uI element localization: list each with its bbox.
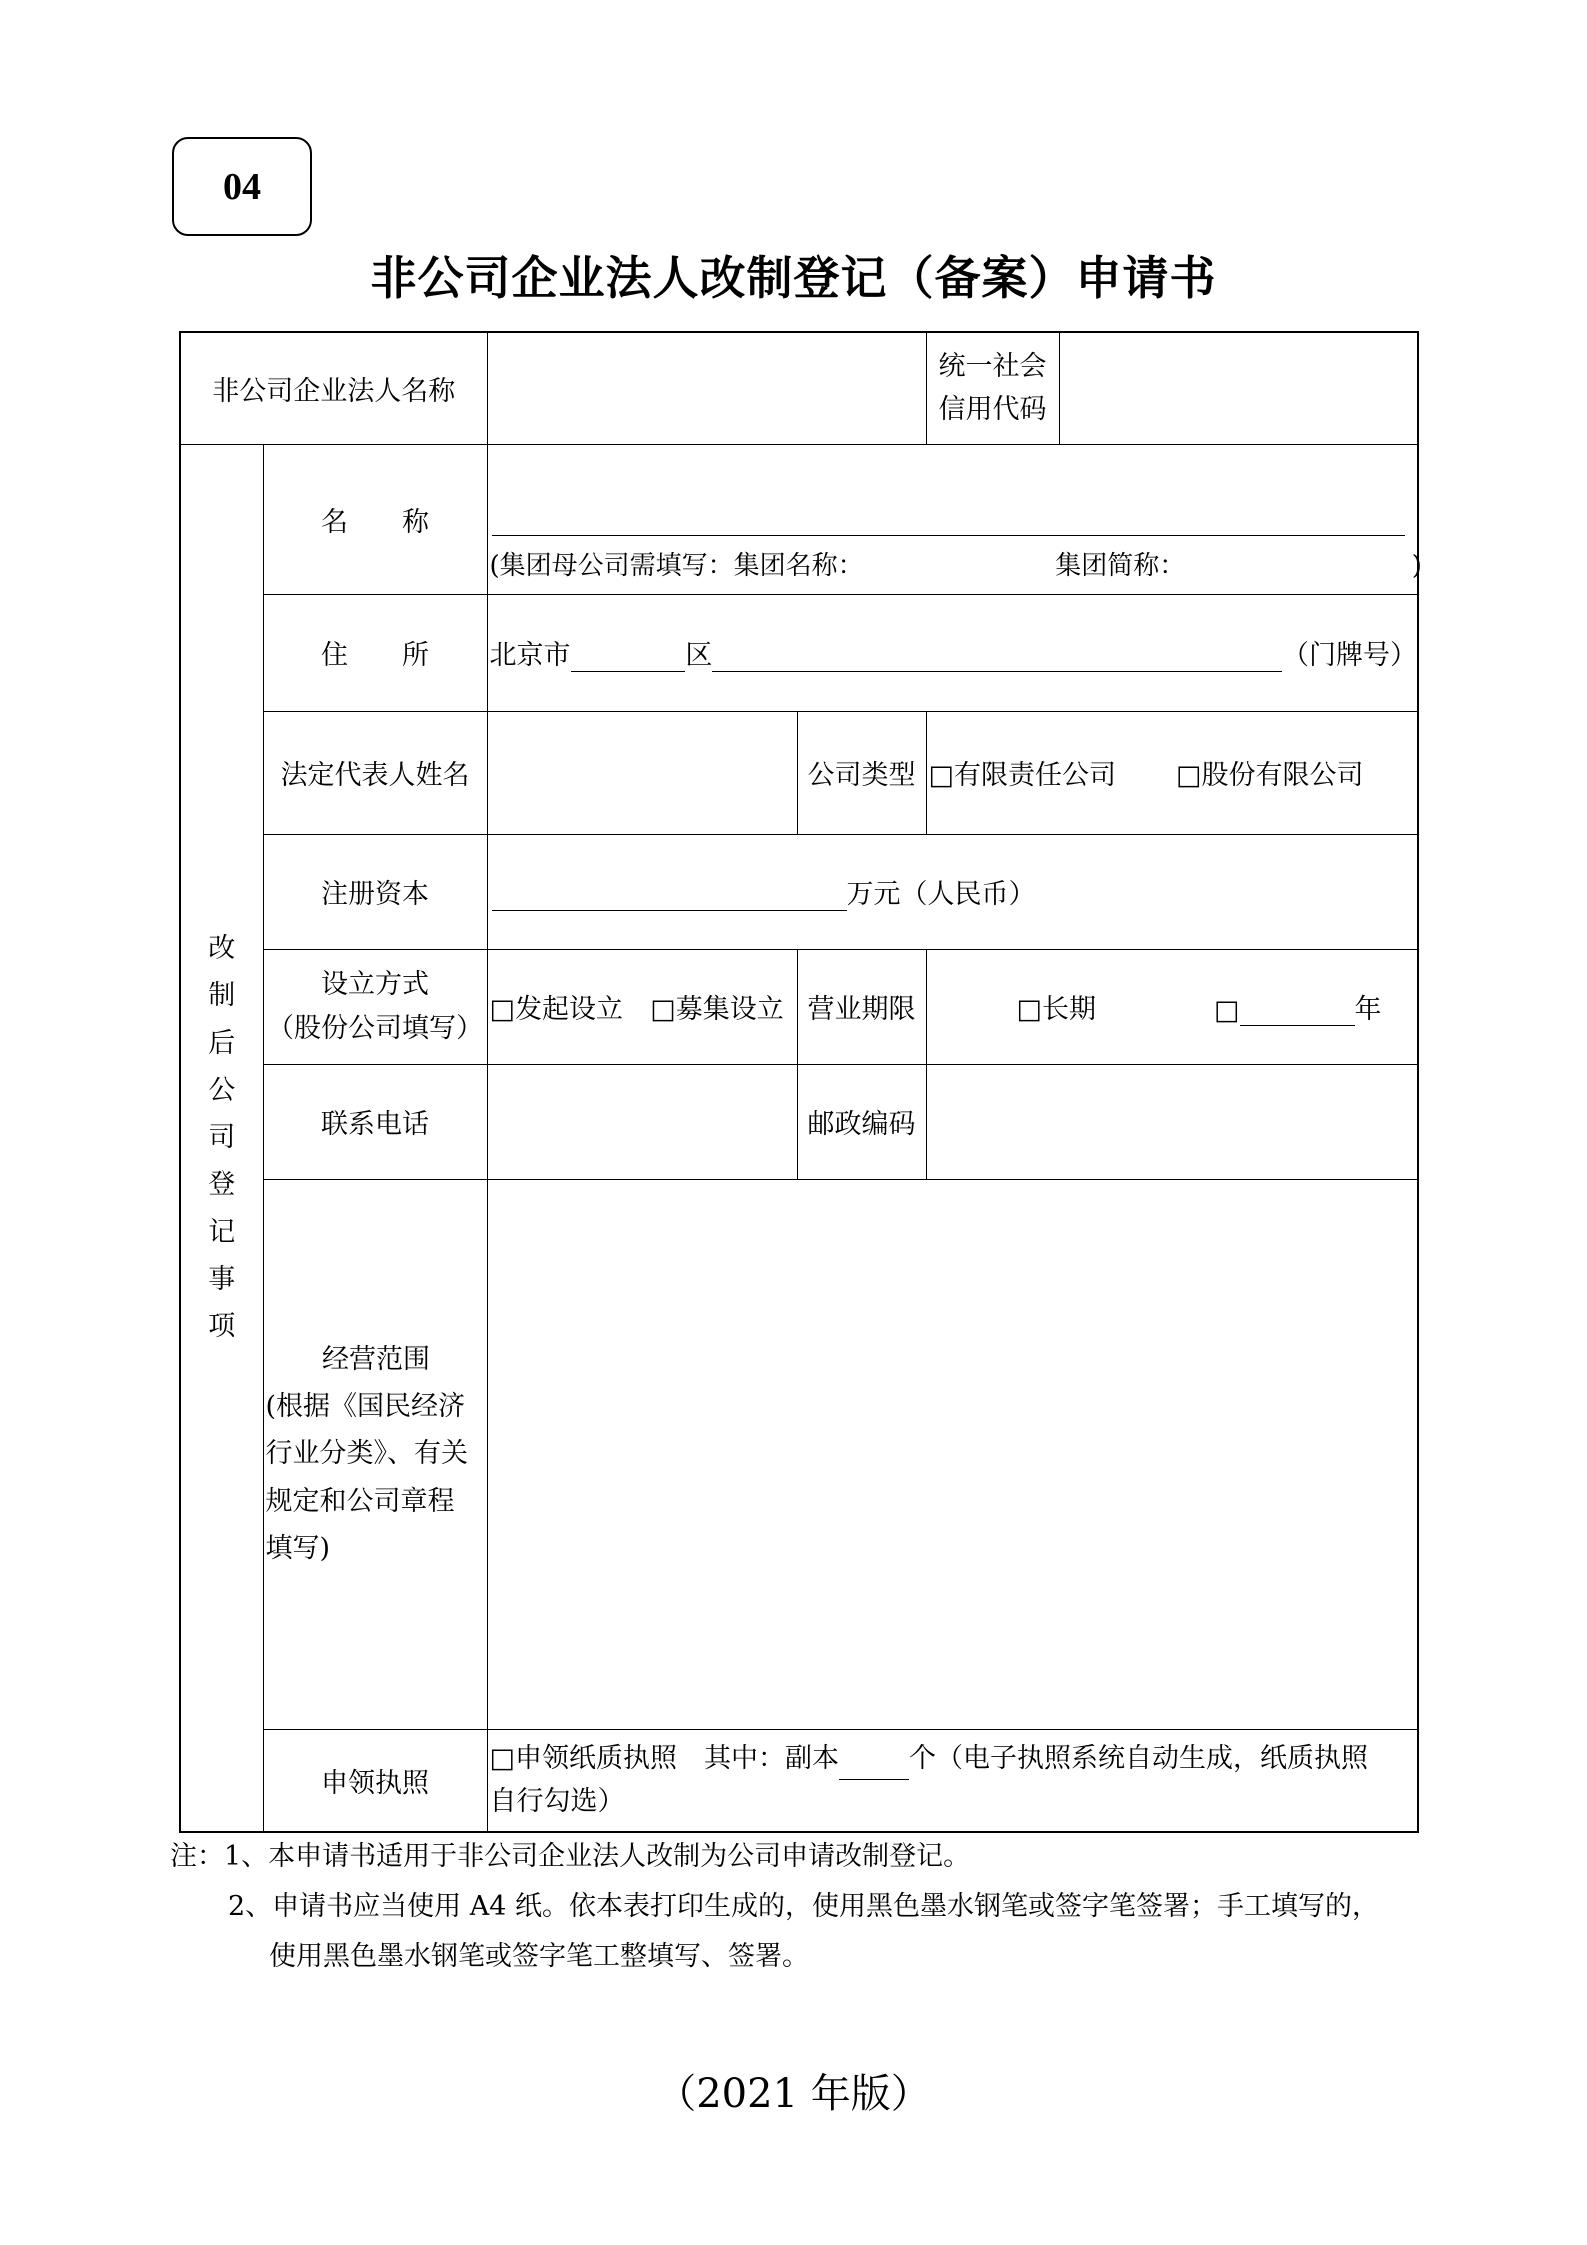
section-label <box>181 925 263 1350</box>
business-term-label: 营业期限 <box>797 949 926 1064</box>
note-2-line2: 使用黑色墨水钢笔或签字笔工整填写、签署。 <box>269 1940 809 1972</box>
address-row <box>180 594 1418 711</box>
license-cell <box>487 1729 1418 1832</box>
address-city: 北京市 <box>489 640 571 671</box>
address-district-suffix: 区 <box>685 640 713 671</box>
checkbox-promotion[interactable]: □发起设立 <box>489 994 624 1025</box>
business-scope-label-line4: 规定和公司章程 <box>265 1485 455 1517</box>
section-label-char: 制 <box>208 980 236 1012</box>
credit-code-label <box>926 332 1059 444</box>
note-1: 注：1、本申请书适用于非公司企业法人改制为公司申请改制登记。 <box>170 1841 971 1872</box>
copies-input[interactable] <box>839 1751 909 1780</box>
street-address-input[interactable] <box>712 643 1282 672</box>
edition-label: （2021 年版） <box>656 2071 931 2117</box>
license-note-line2: 自行勾选） <box>489 1786 625 1818</box>
checkbox-long-term[interactable]: □长期 <box>1016 994 1097 1025</box>
section-label-char: 记 <box>208 1216 236 1248</box>
credit-code-label-line1: 统一社会 <box>938 351 1047 383</box>
establishment-row <box>180 949 1418 1064</box>
enterprise-name-row <box>180 332 1418 444</box>
company-name-label: 名 称 <box>263 444 487 594</box>
group-hint-prefix: (集团母公司需填写：集团名称： <box>489 551 864 581</box>
postcode-label: 邮政编码 <box>797 1064 926 1179</box>
business-term-options <box>926 949 1418 1064</box>
credit-code-label-line2: 信用代码 <box>938 394 1047 426</box>
business-scope-label-line1: 经营范围 <box>322 1343 430 1375</box>
company-type-options <box>926 711 1418 834</box>
section-label-char: 项 <box>208 1311 236 1343</box>
years-unit: 年 <box>1354 994 1382 1025</box>
capital-cell <box>487 834 1418 949</box>
checkbox-paper-license[interactable]: □申领纸质执照 其中：副本 <box>489 1743 840 1775</box>
group-abbr-label: 集团简称： <box>1055 551 1186 581</box>
establish-method-options <box>487 949 797 1064</box>
section-label-char: 登 <box>208 1169 236 1201</box>
section-label-char: 司 <box>208 1122 236 1154</box>
address-cell <box>487 594 1418 711</box>
phone-label: 联系电话 <box>263 1064 487 1179</box>
establish-method-label-line1: 设立方式 <box>321 969 429 1001</box>
license-note: 个（电子执照系统自动生成，纸质执照 <box>909 1743 1369 1775</box>
checkbox-public-offering[interactable]: □募集设立 <box>650 994 784 1025</box>
company-name-input[interactable] <box>492 485 1406 536</box>
years-input[interactable] <box>1240 997 1355 1026</box>
capital-unit: 万元（人民币） <box>846 879 1036 910</box>
business-scope-label-line3: 行业分类》、有关 <box>265 1438 468 1470</box>
group-hint <box>489 545 1422 582</box>
license-row <box>180 1729 1418 1832</box>
company-type-label: 公司类型 <box>797 711 926 834</box>
address-label: 住 所 <box>263 594 487 711</box>
checkbox-joint-stock[interactable]: □股份有限公司 <box>1176 760 1364 791</box>
business-scope-label <box>263 1179 487 1729</box>
section-label-char: 后 <box>208 1027 236 1059</box>
district-input[interactable] <box>571 643 686 672</box>
application-form-table <box>179 331 1422 1833</box>
note-2-line1: 2、申请书应当使用 A4 纸。依本表打印生成的，使用黑色墨水钢笔或签字笔签署；手工填写的， <box>228 1890 1380 1922</box>
capital-row <box>180 834 1418 949</box>
form-number: 04 <box>223 165 261 208</box>
business-scope-input[interactable] <box>487 1179 1418 1729</box>
phone-input[interactable] <box>487 1064 797 1179</box>
section-label-char: 改 <box>208 933 236 965</box>
company-name-row <box>180 444 1418 594</box>
house-number-hint: （门牌号） <box>1282 640 1417 671</box>
company-name-cell <box>487 444 1422 594</box>
enterprise-name-input[interactable] <box>487 332 926 444</box>
credit-code-input[interactable] <box>1059 332 1418 444</box>
business-scope-label-line2: (根据《国民经济 <box>265 1391 466 1423</box>
business-scope-row <box>180 1179 1418 1729</box>
legal-rep-input[interactable] <box>487 711 797 834</box>
postcode-input[interactable] <box>926 1064 1418 1179</box>
establish-method-label-line2: （股份公司填写） <box>267 1012 483 1044</box>
page-title: 非公司企业法人改制登记（备案）申请书 <box>370 251 1217 305</box>
section-label-cell <box>180 444 263 1832</box>
legal-rep-label: 法定代表人姓名 <box>263 711 487 834</box>
capital-amount-input[interactable] <box>492 882 847 911</box>
license-label: 申领执照 <box>263 1729 487 1832</box>
enterprise-name-label: 非公司企业法人名称 <box>180 332 487 444</box>
legal-rep-row <box>180 711 1418 834</box>
capital-label: 注册资本 <box>263 834 487 949</box>
contact-row <box>180 1064 1418 1179</box>
business-scope-label-line5: 填写) <box>265 1532 331 1564</box>
section-label-char: 公 <box>208 1074 236 1106</box>
form-number-badge <box>172 137 312 236</box>
notes <box>170 1832 1430 1982</box>
checkbox-limited-liability[interactable]: □有限责任公司 <box>928 760 1117 791</box>
section-label-char: 事 <box>208 1263 236 1295</box>
establish-method-label <box>263 949 487 1064</box>
checkbox-fixed-years[interactable]: □ <box>1214 995 1240 1026</box>
group-hint-suffix: ) <box>1411 551 1422 581</box>
